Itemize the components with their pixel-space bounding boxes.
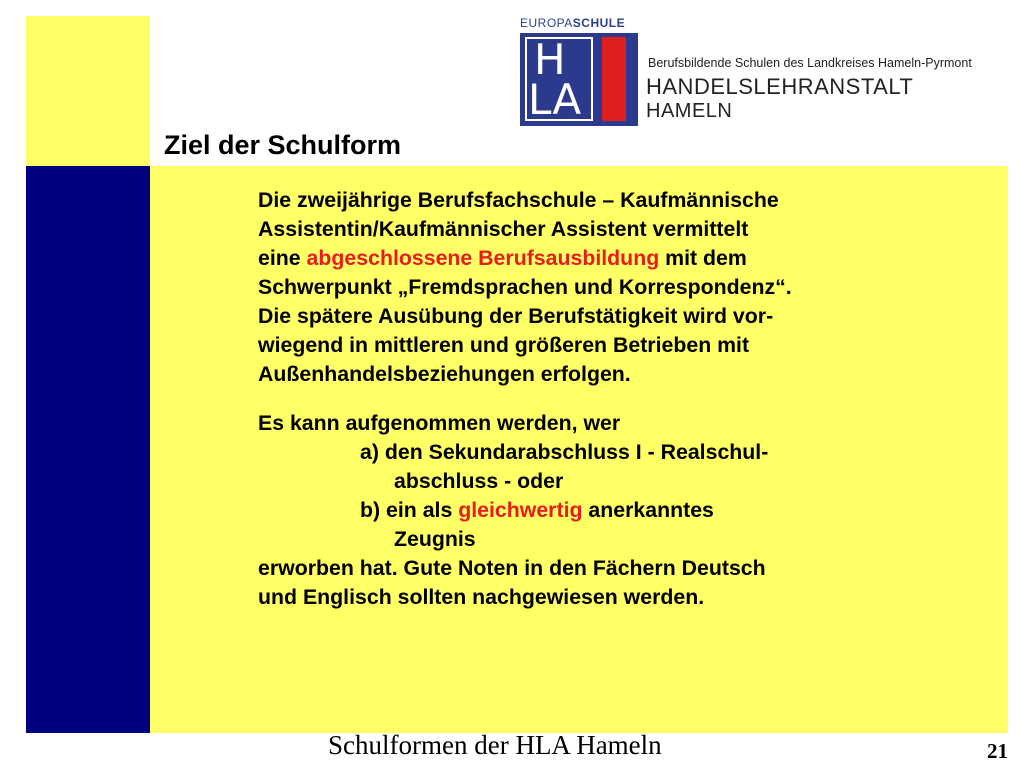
europaschule-label: EUROPASCHULE [520, 16, 626, 30]
text-line: erworben hat. Gute Noten in den Fächern Deutsch [258, 556, 766, 580]
list-item-b-cont: Zeugnis [394, 527, 476, 551]
page-number: 21 [987, 739, 1008, 763]
school-subtitle: Berufsbildende Schulen des Landkreises Hameln-Pyrmont [648, 56, 972, 70]
text-line: wiegend in mittleren und größeren Betrieben mit [258, 333, 750, 357]
text-line: Schwerpunkt „Fremdsprachen und Korrespondenz“. [258, 275, 792, 299]
school-name-line1: HANDELSLEHRANSTALT [646, 74, 914, 99]
text-line: Assistentin/Kaufmännischer Assistent vermittelt [258, 217, 749, 241]
paragraph-admission [258, 409, 998, 612]
text-line: und Englisch sollten nachgewiesen werden. [258, 585, 705, 609]
list-item-a-cont: abschluss - oder [394, 469, 564, 493]
highlight-text: abgeschlossene Berufsausbildung [306, 246, 660, 270]
list-item-a: a) den Sekundarabschluss I - Realschul- [360, 440, 769, 464]
text-fragment: eine [258, 246, 307, 270]
logo-red-bar [602, 37, 626, 121]
list-item-b: b) ein als gleichwertig anerkanntes [360, 498, 714, 522]
logo-letter-h: H [534, 35, 566, 84]
text-fragment: mit dem [659, 246, 747, 270]
hla-logo-mark [520, 33, 638, 126]
text-line: Außenhandelsbeziehungen erfolgen. [258, 362, 631, 386]
body-text [258, 186, 998, 612]
school-logo [520, 16, 1020, 128]
text-line: Die zweijährige Berufsfachschule – Kaufmännische [258, 188, 779, 212]
logo-letters-la: LA [528, 75, 582, 124]
footer-title: Schulformen der HLA Hameln [328, 730, 662, 760]
paragraph-objective [258, 186, 998, 389]
highlight-text: gleichwertig [458, 498, 583, 522]
text-line: Es kann aufgenommen werden, wer [258, 411, 621, 435]
text-line: Die spätere Ausübung der Berufstätigkeit wird vor- [258, 304, 774, 328]
decorative-navy-bar [26, 166, 150, 733]
page-title: Ziel der Schulform [164, 130, 402, 160]
decorative-yellow-block [26, 16, 150, 166]
school-name-line2: HAMELN [646, 100, 733, 122]
